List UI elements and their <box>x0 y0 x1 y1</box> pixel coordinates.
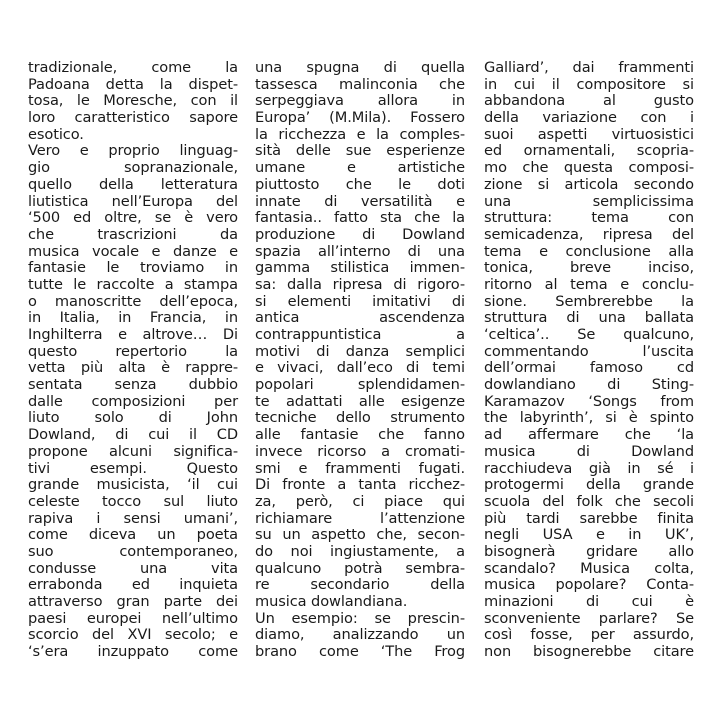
text-line: musica vocale e danze e <box>28 242 238 260</box>
text-line: motivi di danza semplici <box>255 342 465 360</box>
text-line: e vivaci, dall’eco di temi <box>255 359 465 377</box>
text-column-2 <box>255 60 465 661</box>
text-line: fantasie le troviamo in <box>28 259 238 277</box>
text-line: come diceva un poeta <box>28 526 238 544</box>
text-line: Inghilterra e altrove… Di <box>28 326 238 343</box>
text-line: smi e frammenti fugati. <box>255 459 465 477</box>
text-line: musica popolare? Conta- <box>484 576 694 594</box>
text-line: qualcuno potrà sembra- <box>255 559 465 577</box>
text-line: sconveniente parlare? Se <box>484 609 694 627</box>
text-line: Dowland, di cui il CD <box>28 426 238 444</box>
text-column-1 <box>28 60 238 661</box>
text-line: dalle composizioni per <box>28 392 238 410</box>
text-line: Europa’ (M.Mila). Fossero <box>255 109 465 127</box>
text-line: della variazione con i <box>484 109 694 127</box>
text-line: gamma stilistica immen- <box>255 259 465 277</box>
text-line: piuttosto che le doti <box>255 175 465 193</box>
text-line: ed ornamentali, scopria- <box>484 142 694 160</box>
text-line: o manoscritte dell’epoca, <box>28 292 238 310</box>
text-column-3 <box>484 60 694 661</box>
text-line: invece ricorso a cromati- <box>255 442 465 460</box>
text-line: esotico. <box>28 125 84 143</box>
text-line: quello della letteratura <box>28 175 238 193</box>
text-line: popolari splendidamen- <box>255 376 465 394</box>
text-line: commentando l’uscita <box>484 342 694 360</box>
text-line: sa: dalla ripresa di rigoro- <box>255 275 465 293</box>
text-line: zione si articola secondo <box>484 175 694 193</box>
text-line: Galliard’, dai frammenti <box>484 59 694 76</box>
text-line: celeste tocco sul liuto <box>28 492 238 510</box>
text-line: Di fronte a tanta ricchez- <box>255 476 465 494</box>
text-line: condusse una vita <box>28 559 238 577</box>
text-line: dell’ormai famoso cd <box>484 359 694 377</box>
text-line: su un aspetto che, secon- <box>255 526 465 544</box>
text-line: struttura di una ballata <box>484 309 694 327</box>
text-line: musica dowlandiana. <box>255 593 408 610</box>
text-line: richiamare l’attenzione <box>255 509 465 527</box>
text-line: tecniche dello strumento <box>255 409 465 427</box>
text-line: Padoana detta la dispet- <box>28 75 238 93</box>
text-line: sentata senza dubbio <box>28 376 238 394</box>
text-line: za, però, ci piace qui <box>255 492 465 510</box>
text-line: rapiva i sensi umani’, <box>28 509 238 527</box>
text-line: una semplicissima <box>484 192 694 210</box>
text-line: abbandona al gusto <box>484 92 694 110</box>
text-line: questo repertorio la <box>28 342 238 360</box>
text-line: una spugna di quella <box>255 59 465 76</box>
text-line: in cui il compositore si <box>484 75 694 93</box>
text-line: sione. Sembrerebbe la <box>484 292 694 310</box>
text-line: Un esempio: se prescin- <box>255 609 465 627</box>
text-line: sità delle sue esperienze <box>255 142 465 160</box>
text-line: ad affermare che ‘la <box>484 426 694 444</box>
text-line: produzione di Dowland <box>255 225 465 243</box>
text-line: protogermi della grande <box>484 476 694 494</box>
text-line: the labyrinth’, si è spinto <box>484 409 694 427</box>
text-line: ‘celtica’.. Se qualcuno, <box>484 326 694 343</box>
text-line: liuto solo di John <box>28 409 238 427</box>
text-line: bisognerà gridare allo <box>484 542 694 560</box>
text-line: la ricchezza e la comples- <box>255 125 465 143</box>
text-line: dowlandiano di Sting- <box>484 376 694 394</box>
text-line: contrappuntistica a <box>255 326 465 343</box>
text-line: suoi aspetti virtuosistici <box>484 125 694 143</box>
text-line: negli USA e in UK’, <box>484 526 694 544</box>
text-line: vetta più alta è rappre- <box>28 359 238 377</box>
text-line: loro caratteristico sapore <box>28 109 238 127</box>
text-line: ‘500 ed oltre, se è vero <box>28 209 238 227</box>
text-line: semicadenza, ripresa del <box>484 225 694 243</box>
text-line: errabonda ed inquieta <box>28 576 238 594</box>
text-line: Vero e proprio linguag- <box>28 142 238 160</box>
text-line: tosa, le Moresche, con il <box>28 92 238 110</box>
text-line: te adattati alle esigenze <box>255 392 465 410</box>
text-line: scuola del folk che secoli <box>484 492 694 510</box>
text-line: minazioni di cui è <box>484 593 694 610</box>
text-line: umane e artistiche <box>255 159 465 177</box>
text-line: liutistica nell’Europa del <box>28 192 238 210</box>
text-line: racchiudeva già in sé i <box>484 459 694 477</box>
text-line: scandalo? Musica colta, <box>484 559 694 577</box>
text-line: non bisognerebbe citare <box>484 643 694 661</box>
text-line: musica di Dowland <box>484 442 694 460</box>
text-line: ‘s’era inzuppato come <box>28 643 238 661</box>
text-line: si elementi imitativi di <box>255 292 465 310</box>
text-line: così fosse, per assurdo, <box>484 626 694 644</box>
text-line: gio sopranazionale, <box>28 159 238 177</box>
text-line: diamo, analizzando un <box>255 626 465 644</box>
text-line: fantasia.. fatto sta che la <box>255 209 465 227</box>
text-line: che trascrizioni da <box>28 225 238 243</box>
text-line: tassesca malinconia che <box>255 75 465 93</box>
text-line: serpeggiava allora in <box>255 92 465 110</box>
text-line: grande musicista, ‘il cui <box>28 476 238 494</box>
text-line: tutte le raccolte a stampa <box>28 275 238 293</box>
text-line: tivi esempi. Questo <box>28 459 238 477</box>
text-line: alle fantasie che fanno <box>255 426 465 444</box>
text-line: propone alcuni significa- <box>28 442 238 460</box>
text-line: paesi europei nell’ultimo <box>28 609 238 627</box>
text-line: attraverso gran parte dei <box>28 593 238 610</box>
text-line: mo che questa composi- <box>484 159 694 177</box>
text-line: scorcio del XVI secolo; e <box>28 626 238 644</box>
text-line: spazia all’interno di una <box>255 242 465 260</box>
text-line: tradizionale, come la <box>28 59 238 76</box>
text-line: tonica, breve inciso, <box>484 259 694 277</box>
text-line: brano come ‘The Frog <box>255 643 465 661</box>
text-line: suo contemporaneo, <box>28 542 238 560</box>
text-line: ritorno al tema e conclu- <box>484 275 694 293</box>
text-line: innate di versatilità e <box>255 192 465 210</box>
text-line: tema e conclusione alla <box>484 242 694 260</box>
text-line: antica ascendenza <box>255 309 465 327</box>
text-line: do noi ingiustamente, a <box>255 542 465 560</box>
text-line: in Italia, in Francia, in <box>28 309 238 327</box>
text-line: più tardi sarebbe finita <box>484 509 694 527</box>
text-line: re secondario della <box>255 576 465 594</box>
text-line: Karamazov ‘Songs from <box>484 392 694 410</box>
text-line: struttura: tema con <box>484 209 694 227</box>
